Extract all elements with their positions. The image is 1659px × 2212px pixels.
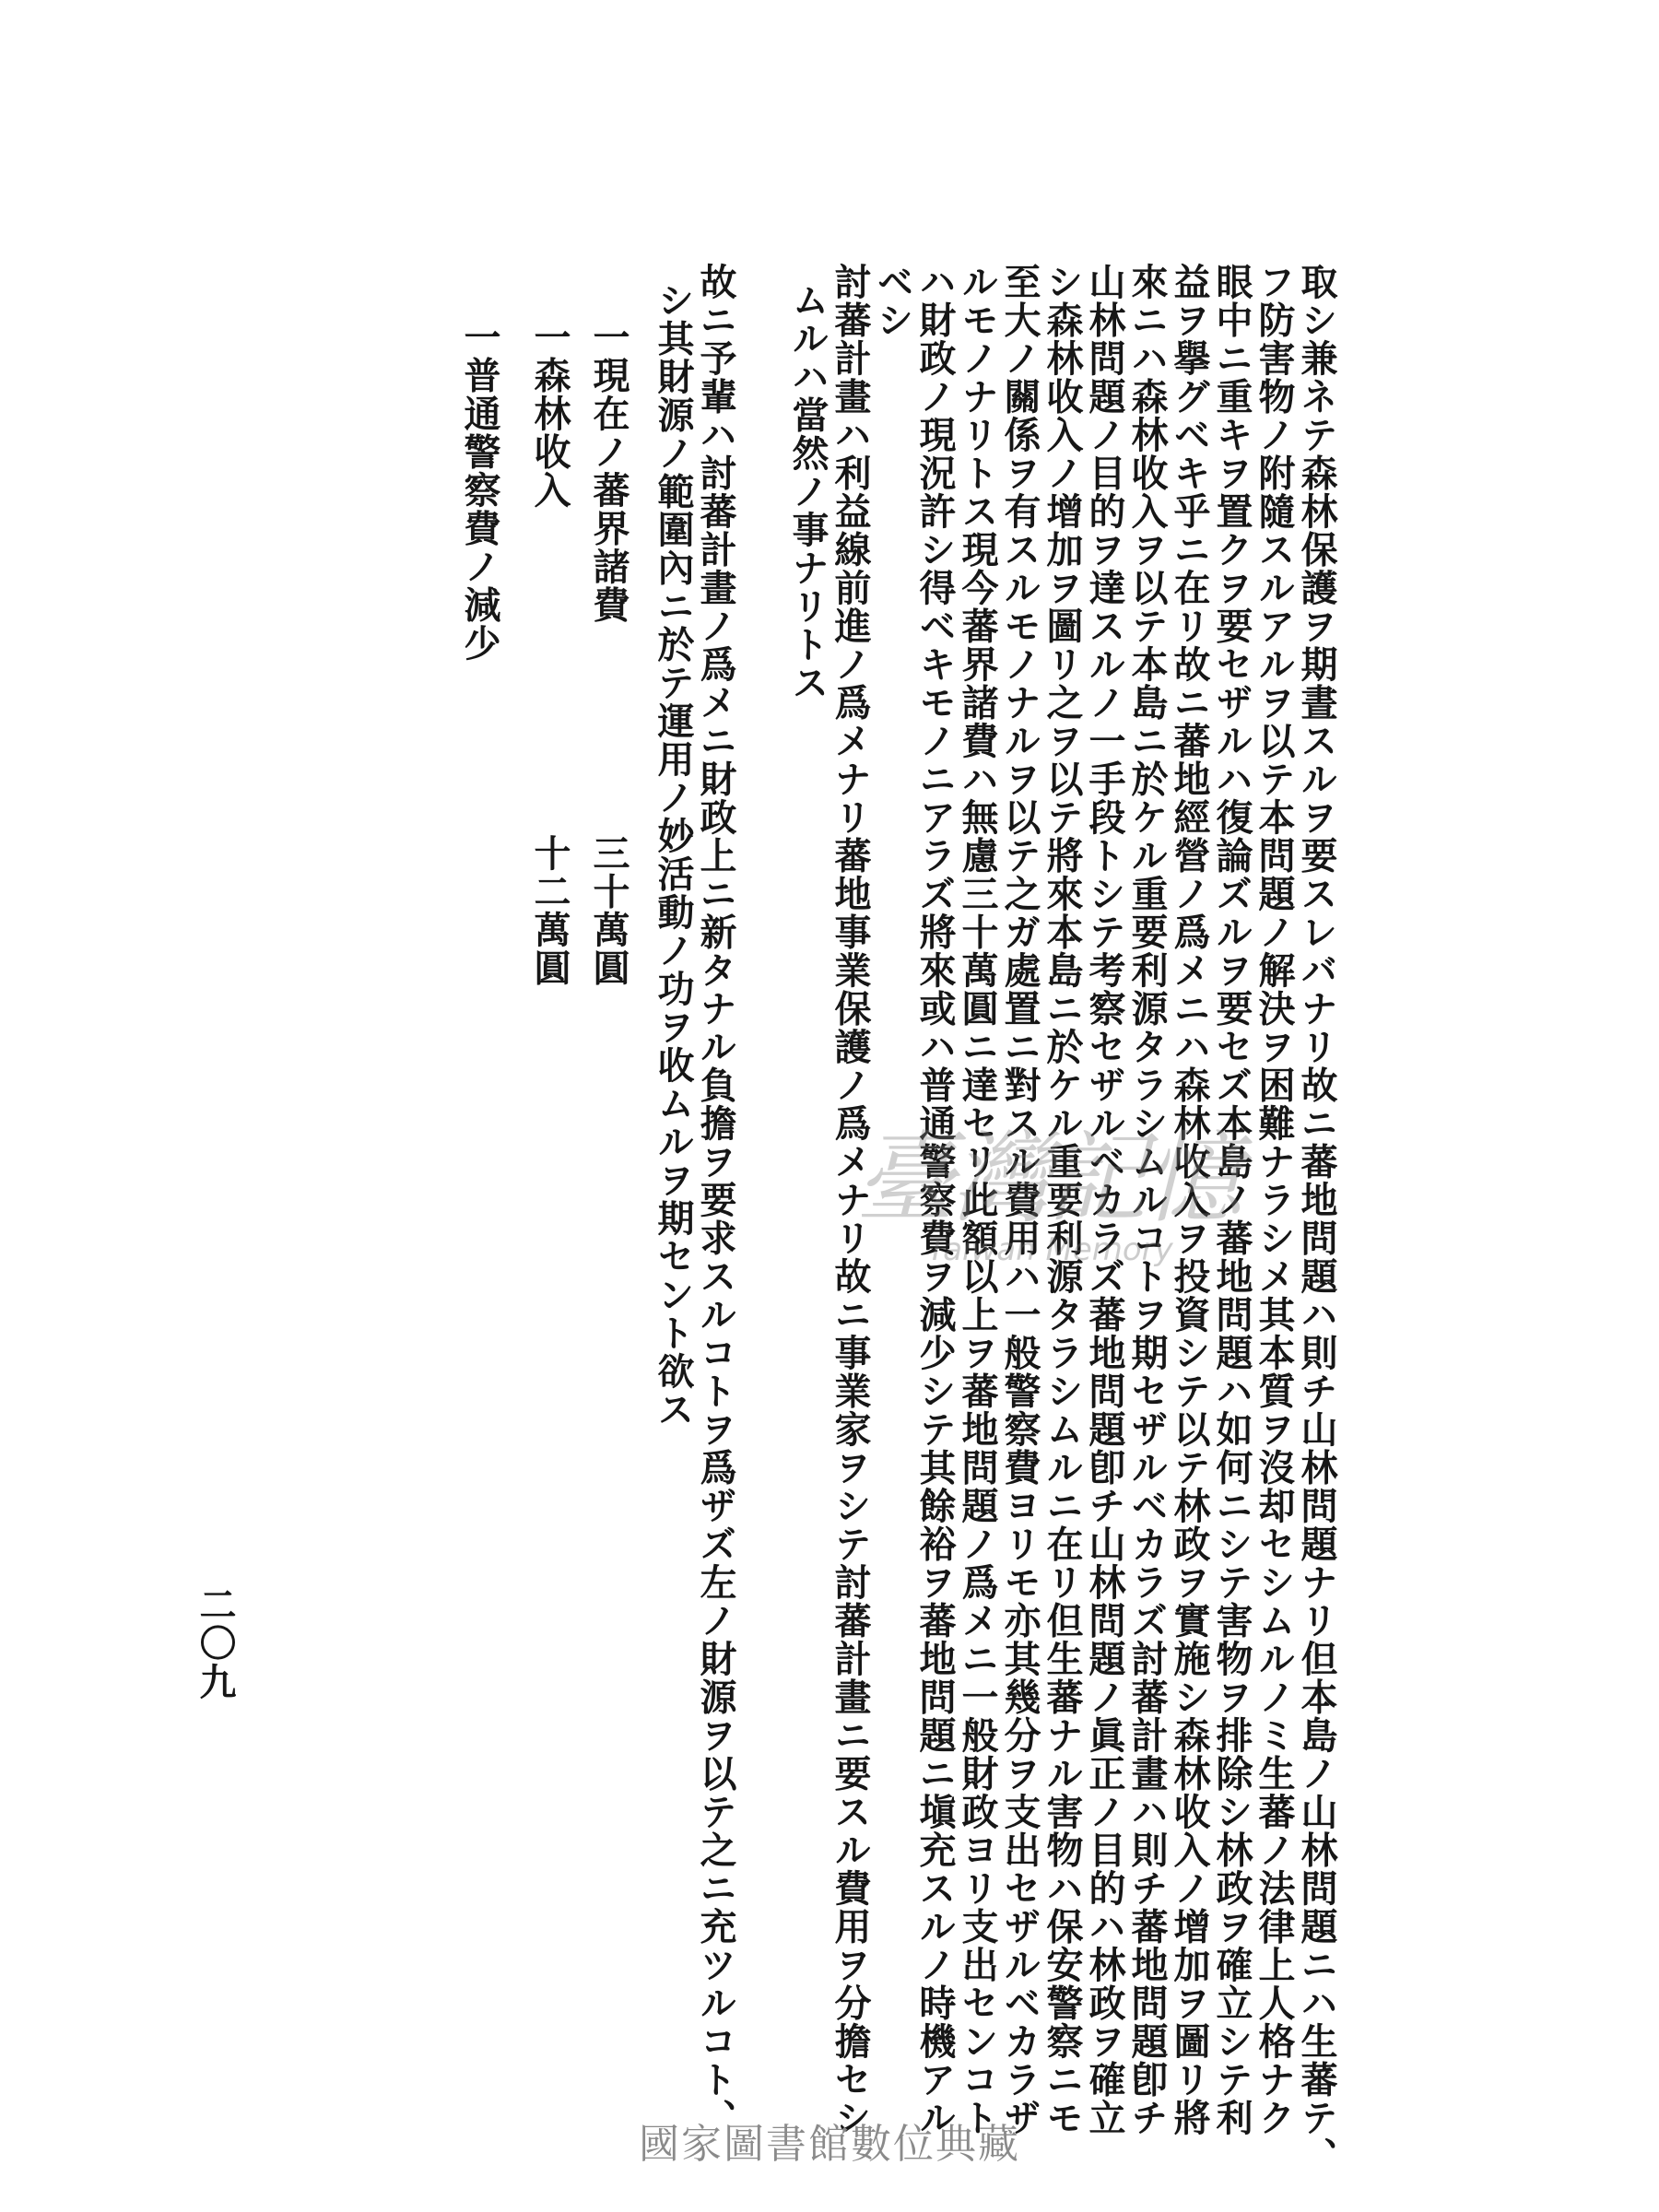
text-line-15: シ其財源ノ範圍內ニ於テ運用ノ妙活動ノ功ヲ收ムルヲ期セント欲ス: [652, 281, 695, 1429]
text-line-4: 益ヲ擧グベキ乎ニ在リ故ニ蕃地經營ノ爲メニハ森林收入ヲ投資シテ以テ林政ヲ實施シ森林收入ノ增加ヲ圖リ將: [1168, 263, 1211, 2137]
watermark-subtitle: Taiwan Memory: [927, 1231, 1173, 1268]
text-line-10: ハ財政ノ現況許シ得ベキモノニアラズ將來或ハ普通警察費ヲ減少シテ其餘裕ヲ蕃地問題ニ塡充スルノ時機アル: [913, 263, 957, 2137]
text-line-2: フ防害物ノ附隨スルアルヲ以テ本問題ノ解決ヲ困難ナラシメ其本質ヲ沒却セシムルノミ生蕃ノ法律上人格ナク: [1253, 263, 1296, 2137]
text-line-11: ベシ: [871, 263, 914, 339]
text-line-3: 眼中ニ重キヲ置クヲ要セザルハ復論ズルヲ要セズ本島ノ蕃地問題ハ如何ニシテ害物ヲ排除シ林政ヲ確立シテ利: [1210, 263, 1253, 2137]
watermark-logo: [855, 1115, 1242, 1281]
text-line-14: 故ニ予輩ハ討蕃計畫ノ爲メニ財政上ニ新タナル負擔ヲ要求スルコトヲ爲ザズ左ノ財源ヲ以テ之ニ充ツルコト、: [694, 263, 737, 2137]
list-item-amount: 十二萬圓: [528, 834, 571, 987]
text-line-13: ムルハ當然ノ事ナリトス: [786, 281, 830, 702]
watermark-glyphs: 臺灣記憶: [855, 1122, 1240, 1237]
text-line-12: 討蕃計畫ハ利益線前進ノ爲メナリ蕃地事業保護ノ爲メナリ故ニ事業家ヲシテ討蕃計畫ニ要スル費用ヲ分擔セシ: [829, 263, 872, 2137]
list-item-label: 一普通警察費ノ減少: [458, 318, 501, 663]
list-item-label: 一森林收入: [528, 318, 571, 510]
text-line-9: ルモノナリトス現今蕃界諸費ハ無慮三十萬圓ニ達セリ此額以上ヲ蕃地問題ノ爲メニ一般財政ヨリ支出センコト: [956, 263, 999, 2137]
text-line-8: 至大ノ關係ヲ有スルモノナルヲ以テ之ガ處置ニ對スル費用ハ一般警察費ヨリモ亦其幾分ヲ支出セザルベカラザ: [998, 263, 1041, 2137]
list-item-amount: 三十萬圓: [587, 834, 630, 987]
page-number: 二〇九: [194, 1585, 237, 1701]
footer-caption: 國家圖書館數位典藏: [639, 2121, 1020, 2168]
text-line-7: シ森林收入ノ增加ヲ圖リ之ヲ以テ將來本島ニ於ケル重要利源タラシムルニ在リ但生蕃ナル害物ハ保安警察ニモ: [1041, 263, 1084, 2137]
text-line-6: 山林問題ノ目的ヲ達スルノ一手段トシテ考察セザルベカラズ蕃地問題卽チ山林問題ノ眞正ノ目的ハ林政ヲ確立: [1083, 263, 1126, 2137]
text-line-1: 取シ兼ネテ森林保護ヲ期晝スルヲ要スレバナリ故ニ蕃地問題ハ則チ山林問題ナリ但本島ノ山林問題ニハ生蕃テ、: [1295, 263, 1338, 2175]
text-line-5: 來ニハ森林收入ヲ以テ本島ニ於ケル重要利源タラシムルコトヲ期セザルベカラズ討蕃計畫ハ則チ蕃地問題卽チ: [1125, 263, 1169, 2137]
list-item-label: 一現在ノ蕃界諸費: [587, 318, 630, 624]
